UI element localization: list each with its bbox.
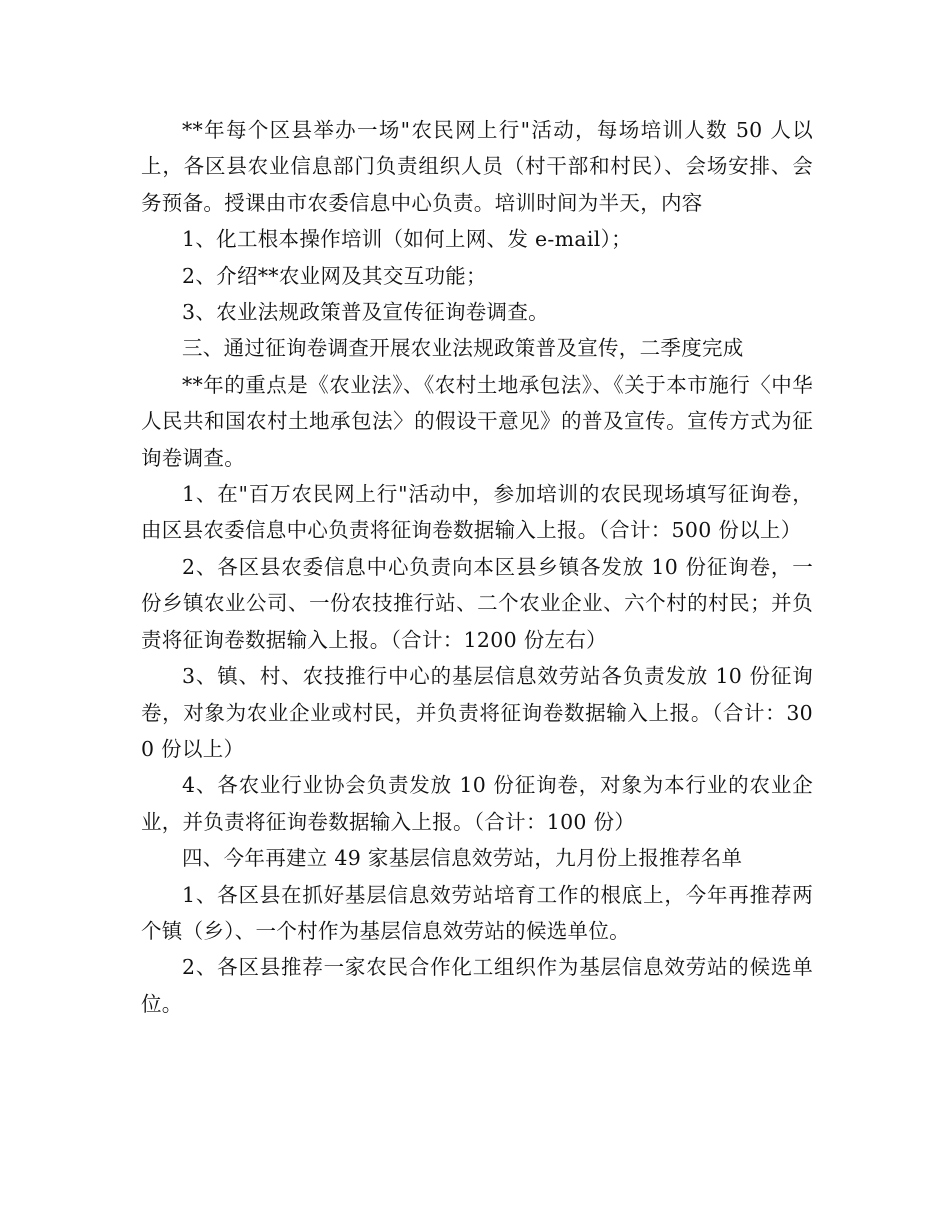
paragraph-item-survey: 3、农业法规政策普及宣传征询卷调查。 [182, 300, 549, 325]
paragraph-station-item-2: 2、各区县推荐一家农民合作化工组织作为基层信息效劳站的候选单位。 [141, 955, 813, 1016]
paragraph-survey-item-3: 3、镇、村、农技推行中心的基层信息效劳站各负责发放 10 份征询卷，对象为农业企业或村民，并负责将征询卷数据输入上报。（合计：300 份以上） [141, 664, 813, 761]
paragraph-training-activity: **年每个区县举办一场"农民网上行"活动，每场培训人数 50 人以上，各区县农业信息部门负责组织人员（村干部和村民）、会场安排、会务预备。授课由市农委信息中心负责。培训时间为半天，内容 [141, 118, 813, 215]
paragraph-survey-item-1: 1、在"百万农民网上行"活动中，参加培训的农民现场填写征询卷，由区县农委信息中心负责将征询卷数据输入上报。（合计：500 份以上） [141, 482, 813, 543]
paragraph-survey-item-4: 4、各农业行业协会负责发放 10 份征询卷，对象为本行业的农业企业，并负责将征询卷数据输入上报。（合计：100 份） [141, 773, 813, 834]
paragraph-item-introduce-website: 2、介绍**农业网及其交互功能； [182, 263, 487, 288]
paragraph-key-laws: **年的重点是《农业法》、《农村土地承包法》、《关于本市施行〈中华人民共和国农村土地承包法〉的假设干意见》的普及宣传。宣传方式为征询卷调查。 [141, 372, 813, 470]
section-heading-3: 三、通过征询卷调查开展农业法规政策普及宣传，二季度完成 [182, 336, 744, 361]
paragraph-station-item-1: 1、各区县在抓好基层信息效劳站培育工作的根底上，今年再推荐两个镇（乡）、一个村作为基层信息效劳站的候选单位。 [141, 882, 813, 943]
document-body [141, 112, 813, 1022]
paragraph-item-basic-operation: 1、化工根本操作培训（如何上网、发 e-mail）； [182, 227, 632, 252]
section-heading-4: 四、今年再建立 49 家基层信息效劳站，九月份上报推荐名单 [182, 846, 743, 871]
paragraph-survey-item-2: 2、各区县农委信息中心负责向本区县乡镇各发放 10 份征询卷，一份乡镇农业公司、一份农技推行站、二个农业企业、六个村的村民；并负责将征询卷数据输入上报。（合计：1200 份左右） [141, 554, 813, 652]
